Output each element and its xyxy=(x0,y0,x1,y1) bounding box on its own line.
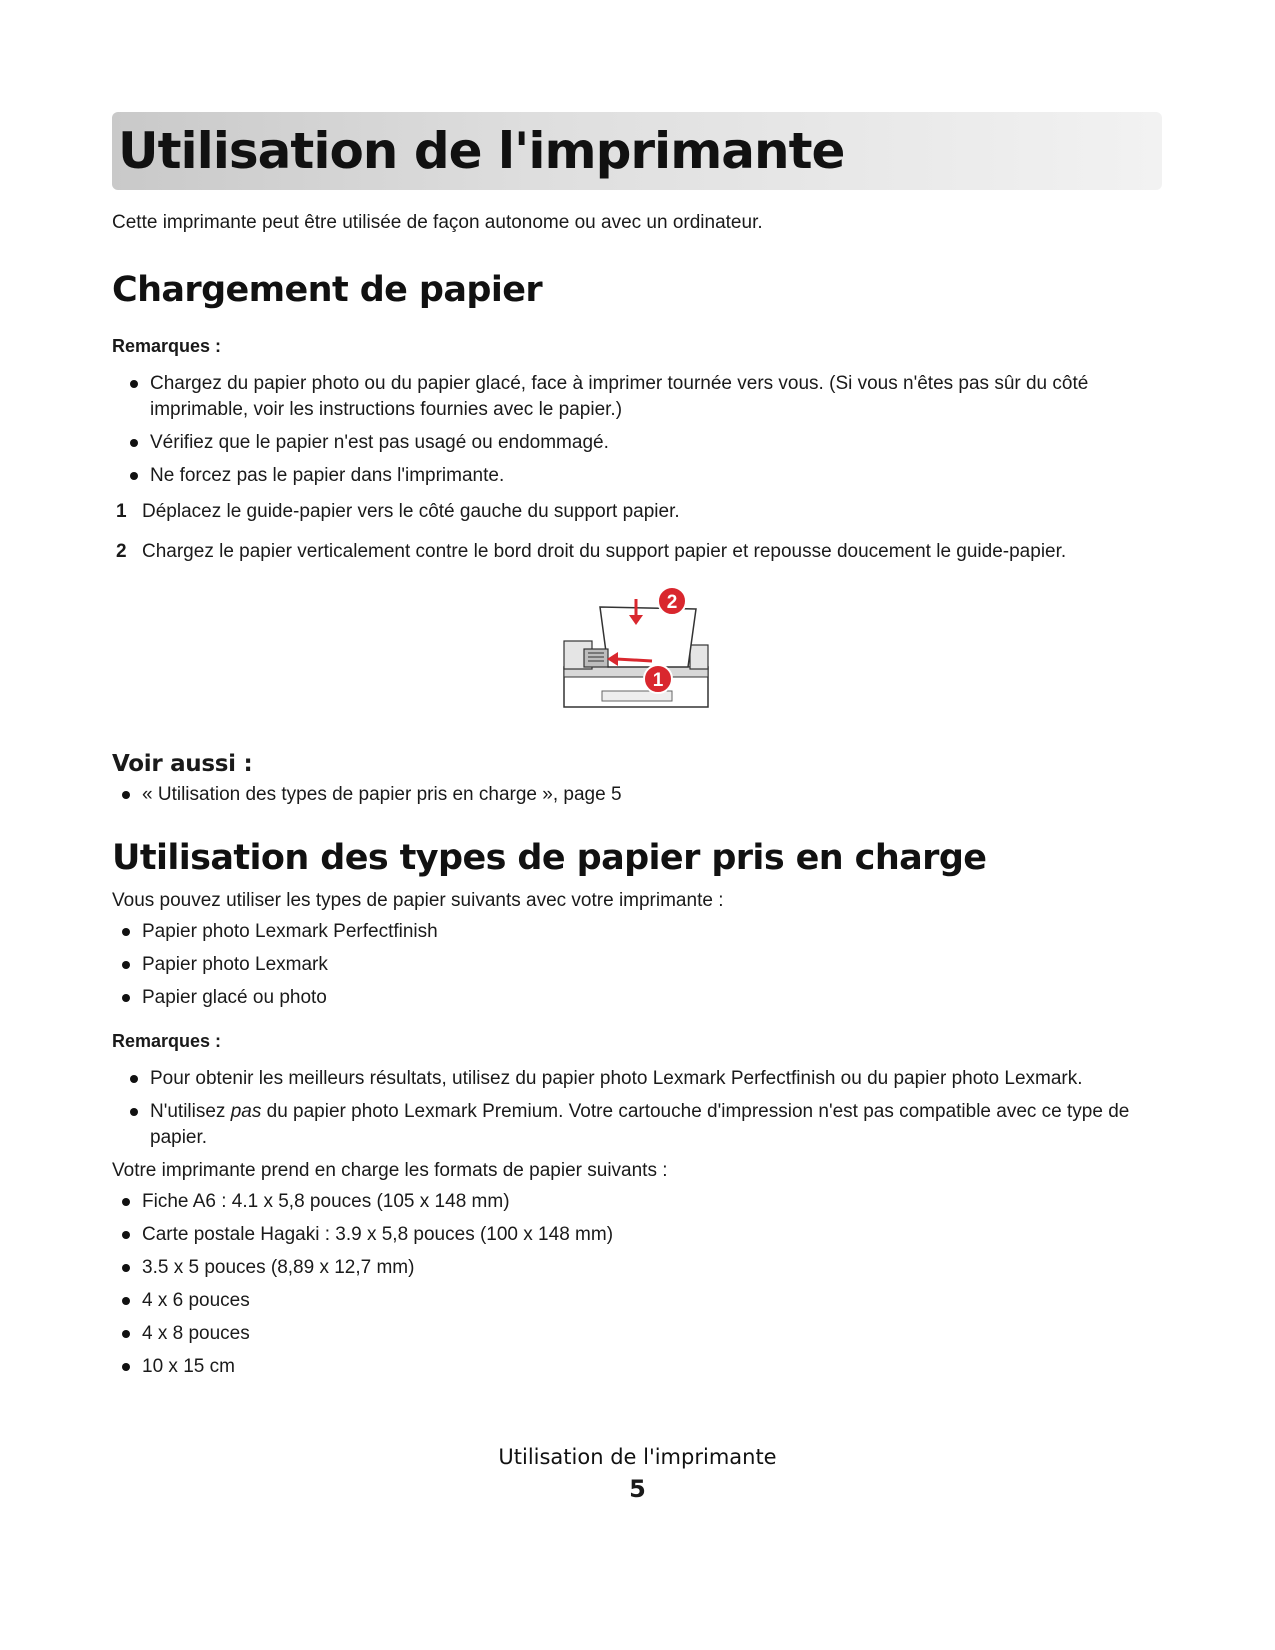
page-content xyxy=(112,112,1162,1387)
paper-size-item: 3.5 x 5 pouces (8,89 x 12,7 mm) xyxy=(142,1255,1162,1281)
paper-types-list xyxy=(112,919,1162,1011)
notes-list xyxy=(112,1066,1162,1151)
callout-2-label: 2 xyxy=(666,592,678,613)
step-text: Déplacez le guide-papier vers le côté gauche du support papier. xyxy=(142,501,680,522)
paper-types-intro: Vous pouvez utiliser les types de papier suivants avec votre imprimante : xyxy=(112,890,724,911)
paper-guide xyxy=(584,649,608,667)
paper-loading-illustration xyxy=(112,587,1162,709)
chapter-title: Utilisation de l'imprimante xyxy=(118,122,845,180)
paper-type-item: Papier photo Lexmark Perfectfinish xyxy=(142,919,1162,945)
step-item xyxy=(112,499,1162,525)
see-also-link[interactable]: « Utilisation des types de papier pris en charge », page 5 xyxy=(142,782,1162,808)
paper-sizes-list xyxy=(112,1189,1162,1380)
step-text: Chargez le papier verticalement contre le bord droit du support papier et repousse doucement le guide-papier. xyxy=(142,541,1067,562)
section-title-paper-types: Utilisation des types de papier pris en charge xyxy=(112,838,987,878)
paper-size-item: Fiche A6 : 4.1 x 5,8 pouces (105 x 148 mm) xyxy=(142,1189,1162,1215)
paper-type-item: Papier photo Lexmark xyxy=(142,952,1162,978)
chapter-banner xyxy=(112,112,1162,190)
intro-text: Cette imprimante peut être utilisée de façon autonome ou avec un ordinateur. xyxy=(112,212,763,233)
arrow-left-icon xyxy=(616,659,652,661)
see-also-label: Voir aussi : xyxy=(112,751,253,777)
support-right xyxy=(690,645,708,669)
paper-sizes-intro: Votre imprimante prend en charge les formats de papier suivants : xyxy=(112,1160,668,1181)
paper-size-item: 4 x 8 pouces xyxy=(142,1321,1162,1347)
note-item: Vérifiez que le papier n'est pas usagé ou endommagé. xyxy=(150,430,1162,456)
note-item: Ne forcez pas le papier dans l'imprimante. xyxy=(150,463,1162,489)
notes-label: Remarques : xyxy=(112,336,222,356)
note-item xyxy=(150,1099,1162,1151)
paper-size-item: Carte postale Hagaki : 3.9 x 5,8 pouces (100 x 148 mm) xyxy=(142,1222,1162,1248)
page-number: 5 xyxy=(629,1475,646,1503)
note-item: Chargez du papier photo ou du papier glacé, face à imprimer tournée vers vous. (Si vous n'êtes pas sûr du côté imprimable, voir les instructions fournies avec le papier.) xyxy=(150,371,1162,423)
paper-size-item: 4 x 6 pouces xyxy=(142,1288,1162,1314)
paper-type-item: Papier glacé ou photo xyxy=(142,985,1162,1011)
footer-title: Utilisation de l'imprimante xyxy=(498,1445,777,1469)
step-item xyxy=(112,539,1162,565)
step-number: 1 xyxy=(116,501,127,522)
paper-size-item: 10 x 15 cm xyxy=(142,1354,1162,1380)
callout-1-label: 1 xyxy=(652,670,664,691)
steps-list xyxy=(112,499,1162,565)
printer-illustration xyxy=(562,587,712,709)
notes-list xyxy=(112,371,1162,489)
section-title-loading-paper: Chargement de papier xyxy=(112,270,543,310)
page-footer xyxy=(0,1445,1275,1503)
note-item: Pour obtenir les meilleurs résultats, utilisez du papier photo Lexmark Perfectfinish ou du papier photo Lexmark. xyxy=(150,1066,1162,1092)
note-emphasis: pas xyxy=(230,1101,262,1122)
note-text: du papier photo Lexmark Premium. Votre cartouche d'impression n'est pas compatible avec ce type de papier. xyxy=(150,1101,1130,1148)
note-text: N'utilisez xyxy=(150,1101,231,1122)
notes-label: Remarques : xyxy=(112,1031,222,1051)
see-also-list xyxy=(112,782,1162,808)
step-number: 2 xyxy=(116,541,127,562)
